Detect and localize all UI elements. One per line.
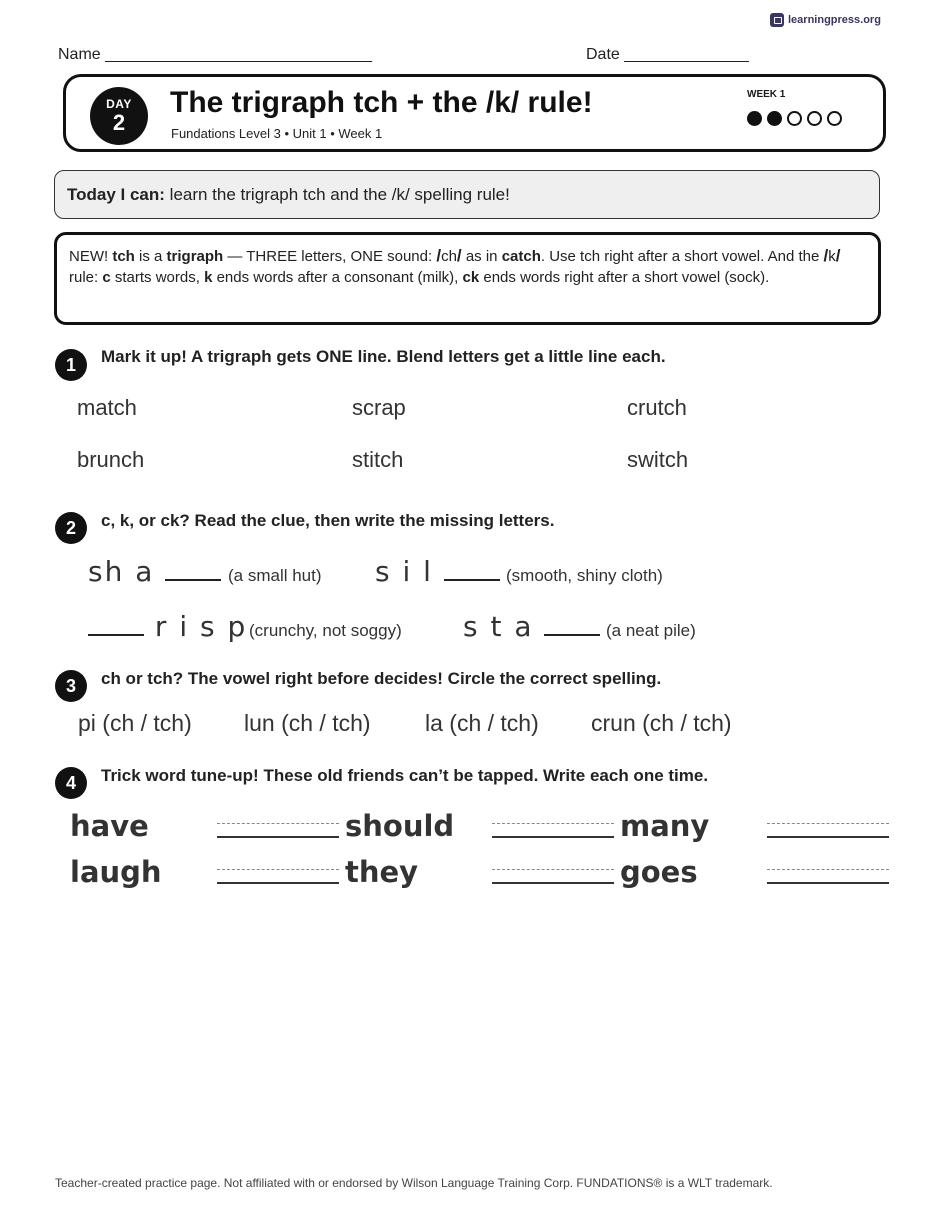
writing-line[interactable] <box>767 869 889 884</box>
info-part: . Use tch right after a short vowel. And the <box>540 248 824 265</box>
section-1-question: Mark it up! A trigraph gets ONE line. Blend letters get a little line each. <box>101 347 666 366</box>
clue-text: (smooth, shiny cloth) <box>506 566 663 585</box>
word-part: s t a <box>463 610 545 643</box>
mark-word[interactable]: switch <box>627 447 689 472</box>
progress-dot-filled <box>767 111 782 126</box>
info-bold: ck <box>462 269 480 286</box>
info-part: NEW! <box>69 248 113 265</box>
progress-dot-empty <box>827 111 842 126</box>
word-part: r i s p <box>144 610 248 643</box>
week-progress-dots <box>747 111 842 126</box>
today-label: Today I can: <box>67 185 165 204</box>
answer-blank[interactable] <box>544 616 600 636</box>
info-bold: k <box>204 269 213 286</box>
info-part: ch <box>441 248 457 265</box>
writing-line[interactable] <box>492 869 614 884</box>
name-field[interactable]: Name ______________________________ <box>58 46 373 63</box>
info-part: ends words after a consonant (milk), <box>212 269 463 286</box>
section-3-question: ch or tch? The vowel right before decides! Circle the correct spelling. <box>101 669 662 688</box>
word-part: sh a <box>88 555 166 588</box>
book-icon <box>770 13 784 27</box>
circle-choice-item[interactable]: pi (ch / tch) <box>78 710 192 736</box>
section-number-1: 1 <box>55 349 87 381</box>
mark-word[interactable]: match <box>77 395 137 420</box>
info-part: rule: <box>69 269 103 286</box>
sound-slash: / <box>436 246 442 265</box>
today-goal: learn the trigraph tch and the /k/ spelling rule! <box>164 185 510 204</box>
section-number-3: 3 <box>55 670 87 702</box>
day-number: 2 <box>112 110 126 135</box>
section-number-2: 2 <box>55 512 87 544</box>
missing-letter-item <box>375 555 500 588</box>
missing-letter-item <box>88 555 221 588</box>
trick-word: should <box>345 809 455 843</box>
info-part: k <box>828 248 836 265</box>
today-statement <box>67 185 510 205</box>
progress-dot-empty <box>807 111 822 126</box>
page-title: The trigraph tch + the /k/ rule! <box>170 86 593 119</box>
clue-text: (crunchy, not soggy) <box>249 621 402 640</box>
day-label: DAY <box>106 97 132 111</box>
writing-line[interactable] <box>767 823 889 838</box>
clue-text: (a small hut) <box>228 566 322 585</box>
brand-logo[interactable] <box>770 13 881 27</box>
sound-slash: / <box>835 246 841 265</box>
trick-word: many <box>620 809 710 843</box>
clue-text: (a neat pile) <box>606 621 696 640</box>
writing-line[interactable] <box>217 869 339 884</box>
progress-dot-filled <box>747 111 762 126</box>
answer-blank[interactable] <box>165 561 221 581</box>
info-part: — THREE letters, ONE sound: <box>223 248 437 265</box>
circle-choice-item[interactable]: la (ch / tch) <box>425 710 539 736</box>
section-4-question: Trick word tune-up! These old friends can’t be tapped. Write each one time. <box>101 766 709 785</box>
circle-choice-item[interactable]: lun (ch / tch) <box>244 710 371 736</box>
mark-word[interactable]: crutch <box>627 395 687 420</box>
mark-word[interactable]: brunch <box>77 447 145 472</box>
circle-choice-item[interactable]: crun (ch / tch) <box>591 710 732 736</box>
info-part: is a <box>134 248 167 265</box>
section-number-4: 4 <box>55 767 87 799</box>
writing-line[interactable] <box>492 823 614 838</box>
sound-slash: / <box>456 246 462 265</box>
mark-word[interactable]: stitch <box>352 447 404 472</box>
trick-word: laugh <box>70 855 162 889</box>
trick-word: goes <box>620 855 698 889</box>
missing-letter-item <box>463 610 600 643</box>
week-label: WEEK 1 <box>747 89 786 100</box>
writing-line[interactable] <box>217 823 339 838</box>
mark-word[interactable]: scrap <box>352 395 406 420</box>
date-field[interactable]: Date ______________ <box>586 46 749 63</box>
trick-word: have <box>70 809 149 843</box>
info-bold: catch <box>501 248 541 265</box>
page-subtitle: Fundations Level 3 • Unit 1 • Week 1 <box>171 126 383 141</box>
progress-dot-empty <box>787 111 802 126</box>
info-part: as in <box>461 248 502 265</box>
word-part: s i l <box>375 555 444 588</box>
day-badge <box>90 87 148 145</box>
info-bold: trigraph <box>166 248 224 265</box>
info-bold: c <box>102 269 111 286</box>
trick-word: they <box>345 855 419 889</box>
answer-blank[interactable] <box>444 561 500 581</box>
info-part: ends words right after a short vowel (sock). <box>479 269 770 286</box>
info-bold: tch <box>112 248 135 265</box>
info-text <box>69 245 869 288</box>
footer-disclaimer: Teacher-created practice page. Not affiliated with or endorsed by Wilson Language Training Corp. FUNDATIONS® is a WLT trademark. <box>55 1176 773 1190</box>
answer-blank[interactable] <box>88 616 144 636</box>
sound-slash: / <box>823 246 829 265</box>
missing-letter-item <box>88 610 247 643</box>
brand-name: learningpress.org <box>788 14 881 26</box>
section-2-question: c, k, or ck? Read the clue, then write the missing letters. <box>101 511 555 530</box>
info-part: starts words, <box>110 269 205 286</box>
